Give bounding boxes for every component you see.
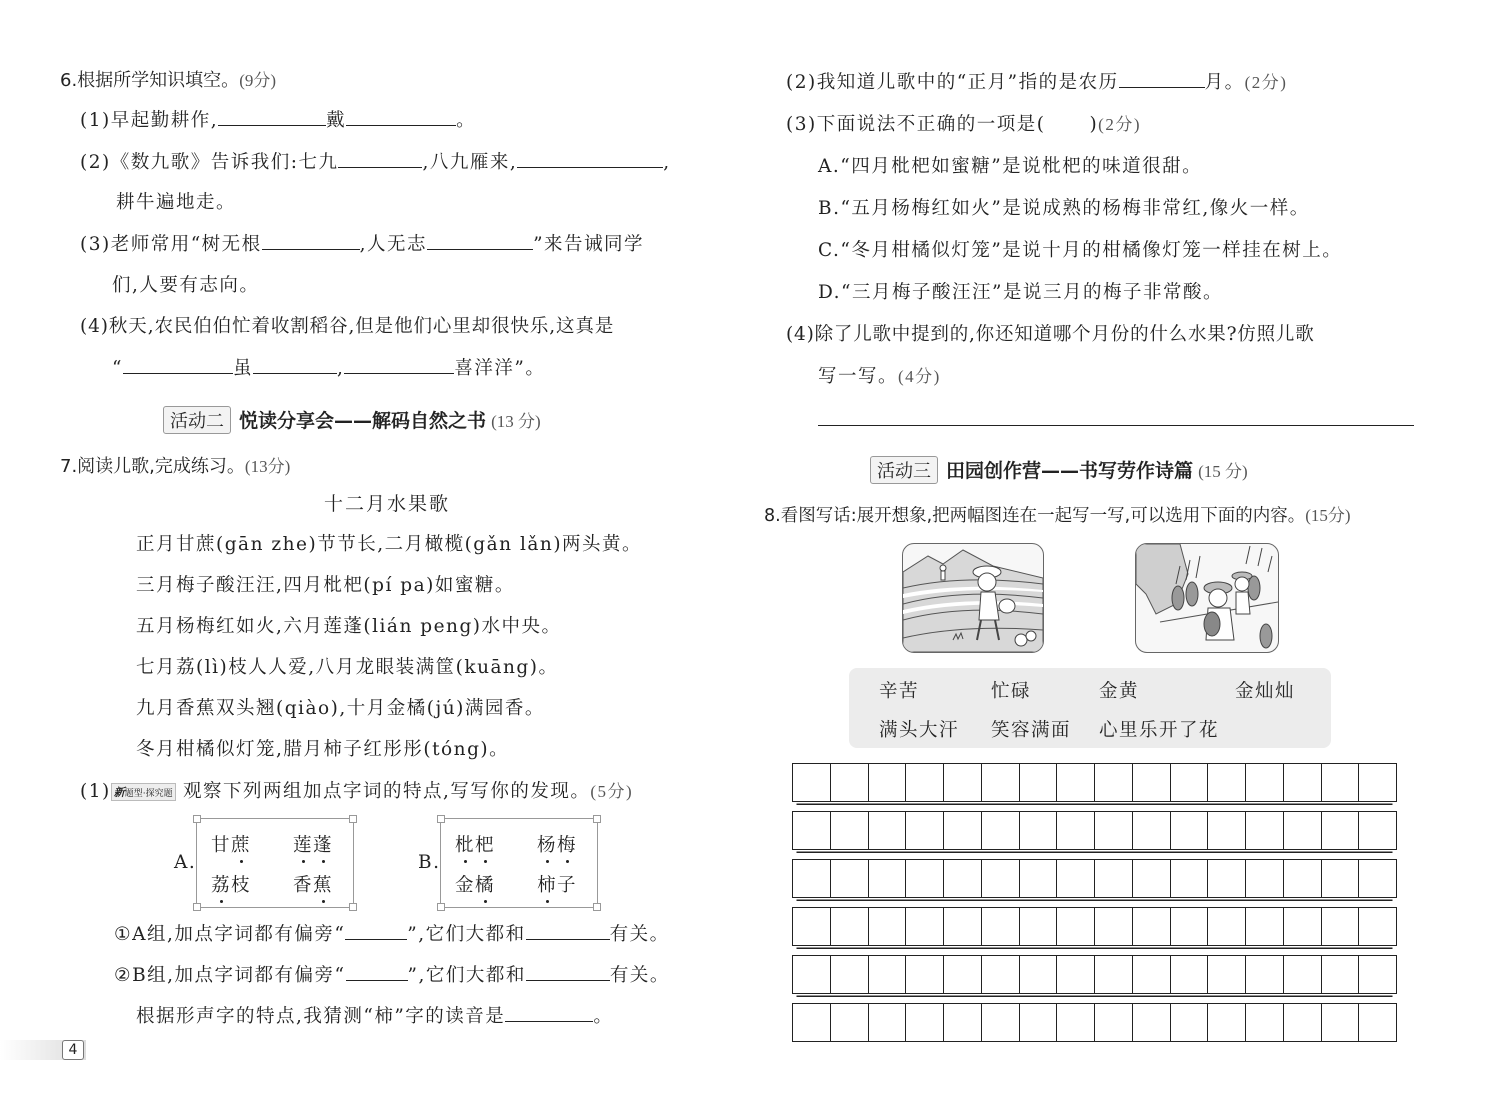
- blank[interactable]: [338, 149, 422, 168]
- blank[interactable]: [123, 355, 233, 374]
- group-b-label: B.: [418, 852, 441, 873]
- grid-cell[interactable]: [944, 812, 982, 849]
- group-a-label: A.: [174, 852, 197, 873]
- option-c: C.“冬月柑橘似灯笼”是说十月的柑橘像灯笼一样挂在树上。: [818, 240, 1343, 261]
- word: 枇杷: [455, 835, 496, 856]
- grid-cell[interactable]: [982, 1004, 1020, 1041]
- q7-sub4: (4)除了儿歌中提到的,你还知道哪个月份的什么水果?仿照儿歌: [786, 324, 1315, 345]
- grid-cell[interactable]: [1359, 1004, 1396, 1041]
- word-option: 忙碌: [991, 681, 1032, 702]
- grid-cell[interactable]: [1171, 812, 1209, 849]
- q7-sub2: (2)我知道儿歌中的“正月”指的是农历 月。(2分): [786, 68, 1287, 94]
- grid-cell[interactable]: [1057, 1004, 1095, 1041]
- word: 柿子: [537, 875, 578, 896]
- grid-cell[interactable]: [1359, 860, 1396, 897]
- grid-row: [792, 1003, 1397, 1042]
- q7-sub1: (1) 新题型·探究题 观察下列两组加点字词的特点,写写你的发现。(5分): [80, 781, 634, 802]
- grid-cell[interactable]: [793, 956, 831, 993]
- q6-part3-cont: 们,人要有志向。: [112, 275, 260, 296]
- grid-cell[interactable]: [793, 860, 831, 897]
- q6-part1: (1)早起勤耕作, 戴 。: [80, 106, 476, 132]
- grid-cell[interactable]: [1284, 1004, 1322, 1041]
- q6-part4: (4)秋天,农民伯伯忙着收割稻谷,但是他们心里却很快乐,这真是: [80, 316, 615, 337]
- grid-cell[interactable]: [1359, 764, 1396, 801]
- group-b-frame: [440, 818, 598, 908]
- section-3-header: 活动三 田园创作营——书写劳作诗篇 (15 分): [870, 456, 1248, 484]
- poem-line: 正月甘蔗(gān zhe)节节长,二月橄榄(gǎn lǎn)两头黄。: [136, 534, 643, 555]
- grid-cell[interactable]: [982, 908, 1020, 945]
- grid-cell[interactable]: [1171, 764, 1209, 801]
- grid-cell[interactable]: [1246, 812, 1284, 849]
- word-option: 心里乐开了花: [1099, 720, 1220, 741]
- grid-cell[interactable]: [869, 908, 907, 945]
- grid-cell[interactable]: [1208, 860, 1246, 897]
- grid-cell[interactable]: [1020, 1004, 1058, 1041]
- grid-cell[interactable]: [906, 1004, 944, 1041]
- grid-cell[interactable]: [1322, 812, 1360, 849]
- grid-cell[interactable]: [1057, 908, 1095, 945]
- blank[interactable]: [346, 962, 408, 981]
- grid-cell[interactable]: [1246, 1004, 1284, 1041]
- grid-cell[interactable]: [831, 908, 869, 945]
- harvest-picture: [1135, 543, 1279, 653]
- grid-cell[interactable]: [1208, 812, 1246, 849]
- answer-line[interactable]: [818, 425, 1414, 426]
- grid-cell[interactable]: [1208, 956, 1246, 993]
- blank[interactable]: [344, 355, 454, 374]
- grid-cell[interactable]: [1208, 1004, 1246, 1041]
- grid-cell[interactable]: [1020, 908, 1058, 945]
- grid-cell[interactable]: [1171, 860, 1209, 897]
- grid-cell[interactable]: [1359, 812, 1396, 849]
- writing-grid[interactable]: [792, 763, 1397, 1042]
- section-2-header: 活动二 悦读分享会——解码自然之书 (13 分): [163, 406, 541, 434]
- grid-cell[interactable]: [1133, 860, 1171, 897]
- grid-row: [792, 955, 1397, 994]
- grid-cell[interactable]: [793, 908, 831, 945]
- word: 甘蔗: [211, 835, 252, 856]
- page-number: 4: [0, 1040, 86, 1060]
- q7-sub1-line3: 根据形声字的特点,我猜测“柿”字的读音是 。: [136, 1002, 613, 1028]
- q7-sub1-line1: ①A组,加点字词都有偏旁“ ”,它们大都和 有关。: [114, 920, 670, 946]
- grid-cell[interactable]: [944, 764, 982, 801]
- grid-cell[interactable]: [1095, 764, 1133, 801]
- grid-cell[interactable]: [982, 956, 1020, 993]
- q6-part3: (3)老师常用“树无根 ,人无志 ”来告诫同学: [80, 230, 644, 256]
- blank[interactable]: [253, 355, 337, 374]
- grid-row: [792, 859, 1397, 898]
- word-option: 金黄: [1099, 681, 1140, 702]
- grid-cell[interactable]: [982, 812, 1020, 849]
- grid-cell[interactable]: [1020, 812, 1058, 849]
- q7-title: 7.阅读儿歌,完成练习。(13分): [60, 456, 291, 477]
- blank[interactable]: [505, 1003, 593, 1022]
- grid-cell[interactable]: [1095, 1004, 1133, 1041]
- grid-cell[interactable]: [1359, 908, 1396, 945]
- grid-cell[interactable]: [1057, 956, 1095, 993]
- section-2-title: 悦读分享会——解码自然之书: [239, 410, 487, 432]
- word: 莲蓬: [293, 835, 334, 856]
- section-3-box: 活动三: [870, 456, 938, 484]
- word: 香蕉: [293, 875, 334, 896]
- grid-cell[interactable]: [944, 956, 982, 993]
- blank[interactable]: [526, 921, 610, 940]
- grid-cell[interactable]: [793, 1004, 831, 1041]
- poem-line: 七月荔(lì)枝人人爱,八月龙眼装满筐(kuāng)。: [136, 657, 559, 678]
- grid-cell[interactable]: [1322, 956, 1360, 993]
- grid-cell[interactable]: [869, 956, 907, 993]
- option-d: D.“三月梅子酸汪汪”是说三月的梅子非常酸。: [818, 282, 1223, 303]
- grid-cell[interactable]: [831, 764, 869, 801]
- blank[interactable]: [517, 149, 663, 168]
- grid-cell[interactable]: [1171, 1004, 1209, 1041]
- grid-cell[interactable]: [1284, 860, 1322, 897]
- farmer-sowing-illustration: [903, 544, 1043, 652]
- grid-row: [792, 907, 1397, 946]
- poem-title: 十二月水果歌: [324, 493, 451, 515]
- grid-cell[interactable]: [944, 1004, 982, 1041]
- sowing-picture: [902, 543, 1044, 653]
- grid-cell[interactable]: [982, 860, 1020, 897]
- poem-line: 九月香蕉双头翘(qiào),十月金橘(jú)满园香。: [136, 698, 545, 719]
- blank[interactable]: [345, 921, 407, 940]
- grid-cell[interactable]: [831, 860, 869, 897]
- grid-cell[interactable]: [1020, 956, 1058, 993]
- group-a-frame: [196, 818, 354, 908]
- grid-cell[interactable]: [1246, 764, 1284, 801]
- blank[interactable]: [218, 107, 326, 126]
- blank[interactable]: [262, 231, 360, 250]
- grid-cell[interactable]: [944, 860, 982, 897]
- grid-cell[interactable]: [906, 956, 944, 993]
- blank[interactable]: [427, 231, 533, 250]
- grid-cell[interactable]: [1322, 860, 1360, 897]
- grid-cell[interactable]: [1322, 908, 1360, 945]
- grid-cell[interactable]: [869, 860, 907, 897]
- grid-cell[interactable]: [1057, 860, 1095, 897]
- word: 杨梅: [537, 835, 578, 856]
- grid-cell[interactable]: [869, 764, 907, 801]
- q6-part4-cont: “ 虽 , 喜洋洋”。: [112, 354, 545, 380]
- grid-cell[interactable]: [1284, 908, 1322, 945]
- word: 荔枝: [211, 875, 252, 896]
- grid-cell[interactable]: [1020, 764, 1058, 801]
- grid-cell[interactable]: [1284, 956, 1322, 993]
- grid-cell[interactable]: [1322, 764, 1360, 801]
- poem-line: 三月梅子酸汪汪,四月枇杷(pí pa)如蜜糖。: [136, 575, 515, 596]
- grid-cell[interactable]: [1246, 956, 1284, 993]
- q7-sub3: (3)下面说法不正确的一项是( )(2分): [786, 114, 1141, 135]
- grid-cell[interactable]: [1095, 956, 1133, 993]
- word: 金橘: [455, 875, 496, 896]
- grid-cell[interactable]: [1322, 1004, 1360, 1041]
- grid-cell[interactable]: [1171, 908, 1209, 945]
- grid-cell[interactable]: [1359, 956, 1396, 993]
- grid-cell[interactable]: [944, 908, 982, 945]
- q8-title: 8.看图写话:展开想象,把两幅图连在一起写一写,可以选用下面的内容。(15分): [764, 506, 1351, 526]
- grid-cell[interactable]: [982, 764, 1020, 801]
- grid-cell[interactable]: [1284, 764, 1322, 801]
- grid-cell[interactable]: [1095, 860, 1133, 897]
- grid-cell[interactable]: [831, 812, 869, 849]
- grid-cell[interactable]: [906, 860, 944, 897]
- grid-cell[interactable]: [1246, 908, 1284, 945]
- grid-cell[interactable]: [1171, 956, 1209, 993]
- grid-cell[interactable]: [831, 956, 869, 993]
- grid-cell[interactable]: [1133, 908, 1171, 945]
- grid-cell[interactable]: [1208, 908, 1246, 945]
- grid-cell[interactable]: [1208, 764, 1246, 801]
- q6-part2-cont: 耕牛遍地走。: [116, 192, 237, 213]
- grid-cell[interactable]: [1095, 812, 1133, 849]
- poem-line: 冬月柑橘似灯笼,腊月柿子红彤彤(tóng)。: [136, 739, 510, 760]
- blank[interactable]: [1119, 69, 1205, 88]
- q7-sub1-line2: ②B组,加点字词都有偏旁“ ”,它们大都和 有关。: [114, 961, 670, 987]
- grid-cell[interactable]: [1057, 764, 1095, 801]
- blank[interactable]: [346, 107, 456, 126]
- grid-cell[interactable]: [1133, 956, 1171, 993]
- poem-line: 五月杨梅红如火,六月莲蓬(lián peng)水中央。: [136, 616, 562, 637]
- grid-cell[interactable]: [1133, 1004, 1171, 1041]
- q6-title: 6.根据所学知识填空。(9分): [60, 70, 277, 91]
- grid-cell[interactable]: [906, 764, 944, 801]
- word-bank: [849, 668, 1331, 748]
- grid-cell[interactable]: [1057, 812, 1095, 849]
- grid-cell[interactable]: [906, 908, 944, 945]
- grid-row: [792, 811, 1397, 850]
- grid-cell[interactable]: [869, 812, 907, 849]
- option-a: A.“四月枇杷如蜜糖”是说枇杷的味道很甜。: [818, 156, 1203, 177]
- word-option: 金灿灿: [1235, 681, 1296, 702]
- blank[interactable]: [526, 962, 610, 981]
- grid-cell[interactable]: [1133, 812, 1171, 849]
- grid-cell[interactable]: [1246, 860, 1284, 897]
- word-option: 满头大汗: [879, 720, 960, 741]
- section-2-box: 活动二: [163, 406, 231, 434]
- grid-cell[interactable]: [1020, 860, 1058, 897]
- grid-cell[interactable]: [1095, 908, 1133, 945]
- grid-cell[interactable]: [793, 812, 831, 849]
- grid-cell[interactable]: [1284, 812, 1322, 849]
- q7-sub4-cont: 写一写。(4分): [818, 366, 941, 387]
- grid-cell[interactable]: [869, 1004, 907, 1041]
- grid-cell[interactable]: [831, 1004, 869, 1041]
- word-option: 笑容满面: [991, 720, 1072, 741]
- grid-row: [792, 763, 1397, 802]
- section-3-title: 田园创作营——书写劳作诗篇: [946, 460, 1194, 482]
- grid-cell[interactable]: [906, 812, 944, 849]
- grid-cell[interactable]: [1133, 764, 1171, 801]
- harvest-illustration: [1136, 544, 1278, 652]
- q6-part2: (2)《数九歌》告诉我们:七九 ,八九雁来, ,: [80, 148, 671, 174]
- new-question-type-tag: 新题型·探究题: [111, 783, 176, 801]
- word-option: 辛苦: [879, 681, 920, 702]
- grid-cell[interactable]: [793, 764, 831, 801]
- option-b: B.“五月杨梅红如火”是说成熟的杨梅非常红,像火一样。: [818, 198, 1310, 219]
